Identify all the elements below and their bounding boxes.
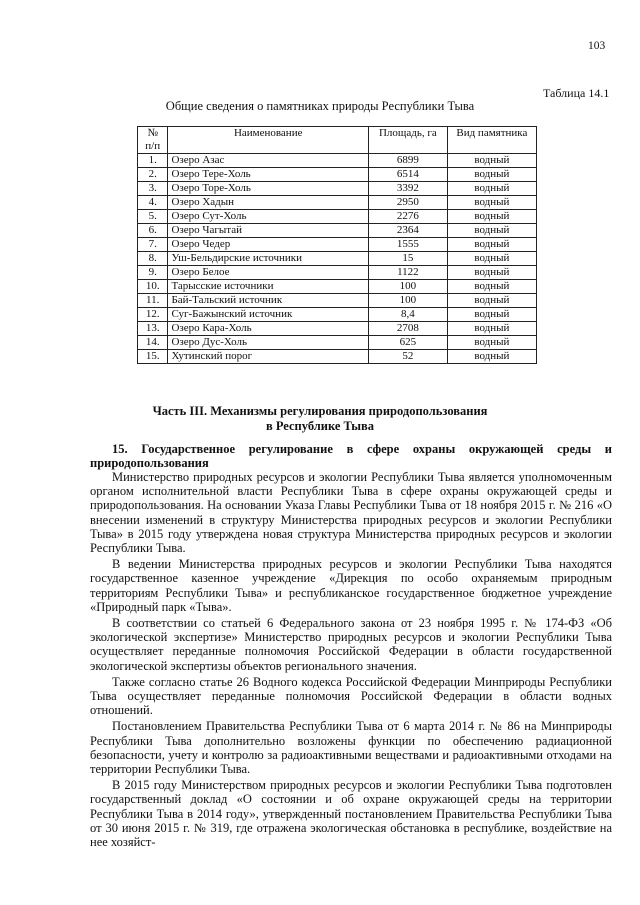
row-number: 2.	[138, 168, 168, 182]
row-area: 100	[368, 294, 447, 308]
row-type: водный	[447, 308, 536, 322]
table-row	[138, 154, 537, 168]
paragraph: В ведении Министерства природных ресурсов и экологии Республики Тыва находятся государственное казенное учреждение «Дирекция по особо охраняемым природным территориям Республики Тыва» и республиканское государственное бюджетное учреждение «Природный парк «Тыва».	[90, 557, 612, 614]
row-area: 3392	[368, 182, 447, 196]
row-name: Уш-Бельдирские источники	[168, 252, 369, 266]
row-type: водный	[447, 196, 536, 210]
paragraph: Также согласно статье 26 Водного кодекса Российской Федерации Минприроды Республики Тыва осуществляет переданные полномочия Российской Федерации в области водных отношений.	[90, 674, 612, 718]
row-number: 6.	[138, 224, 168, 238]
row-type: водный	[447, 294, 536, 308]
table-row	[138, 252, 537, 266]
row-number: 9.	[138, 266, 168, 280]
row-type: водный	[447, 154, 536, 168]
table-row	[138, 266, 537, 280]
row-area: 625	[368, 336, 447, 350]
row-area: 6899	[368, 154, 447, 168]
row-name: Озеро Дус-Холь	[168, 336, 369, 350]
row-type: водный	[447, 280, 536, 294]
row-type: водный	[447, 182, 536, 196]
row-number: 13.	[138, 322, 168, 336]
table-row	[138, 308, 537, 322]
table-row	[138, 280, 537, 294]
part-title	[0, 404, 640, 434]
header-number-line2: п/п	[145, 140, 161, 152]
row-name: Хутинский порог	[168, 350, 369, 364]
table-row	[138, 224, 537, 238]
row-number: 5.	[138, 210, 168, 224]
section-heading: 15. Государственное регулирование в сфере охраны окружающей среды и природопользования	[90, 442, 612, 470]
row-name: Озеро Торе-Холь	[168, 182, 369, 196]
row-area: 100	[368, 280, 447, 294]
table-row	[138, 168, 537, 182]
row-name: Озеро Кара-Холь	[168, 322, 369, 336]
header-number	[138, 127, 168, 154]
paragraph: Постановлением Правительства Республики Тыва от 6 марта 2014 г. № 86 на Минприроды Республики Тыва дополнительно возложены функции по обеспечению радиационной безопасности, учету и контролю за радиоактивными веществами и радиоактивными отходами на территории Республики Тыва.	[90, 719, 612, 777]
row-number: 12.	[138, 308, 168, 322]
header-number-line1: №	[147, 127, 158, 139]
header-name: Наименование	[168, 127, 369, 154]
row-number: 11.	[138, 294, 168, 308]
row-number: 4.	[138, 196, 168, 210]
row-area: 2708	[368, 322, 447, 336]
row-name: Озеро Чагытай	[168, 224, 369, 238]
row-number: 15.	[138, 350, 168, 364]
row-area: 1555	[368, 238, 447, 252]
part-title-line2: в Республике Тыва	[265, 419, 375, 433]
row-number: 1.	[138, 154, 168, 168]
row-name: Озеро Тере-Холь	[168, 168, 369, 182]
row-area: 6514	[368, 168, 447, 182]
row-name: Суг-Бажынский источник	[168, 308, 369, 322]
row-area: 15	[368, 252, 447, 266]
row-area: 8,4	[368, 308, 447, 322]
row-number: 3.	[138, 182, 168, 196]
row-name: Тарысские источники	[168, 280, 369, 294]
table-row	[138, 182, 537, 196]
row-type: водный	[447, 266, 536, 280]
row-number: 10.	[138, 280, 168, 294]
row-name: Озеро Сут-Холь	[168, 210, 369, 224]
row-type: водный	[447, 336, 536, 350]
row-type: водный	[447, 224, 536, 238]
row-number: 8.	[138, 252, 168, 266]
row-area: 1122	[368, 266, 447, 280]
row-area: 2276	[368, 210, 447, 224]
row-type: водный	[447, 322, 536, 336]
table-row	[138, 336, 537, 350]
row-area: 2950	[368, 196, 447, 210]
page-number: 103	[588, 40, 606, 52]
row-type: водный	[447, 210, 536, 224]
table-body	[138, 154, 537, 364]
table-label: Таблица 14.1	[543, 86, 610, 100]
row-name: Бай-Тальский источник	[168, 294, 369, 308]
table-title: Общие сведения о памятниках природы Республики Тыва	[165, 99, 475, 113]
body-text	[90, 470, 612, 851]
table-row	[138, 322, 537, 336]
table-row	[138, 196, 537, 210]
row-area: 52	[368, 350, 447, 364]
monuments-table	[137, 126, 537, 364]
row-name: Озеро Хадын	[168, 196, 369, 210]
paragraph: В 2015 году Министерством природных ресурсов и экологии Республики Тыва подготовлен государственный доклад «О состоянии и об охране окружающей среды на территории Республики Тыва в 2014 году», утвержденный постановлением Правительства Республики Тыва от 30 июня 2015 г. № 319, где отражена экологическая обстановка в республике, воздействие на нее хозяйст-	[90, 778, 612, 850]
row-name: Озеро Чедер	[168, 238, 369, 252]
table-row	[138, 238, 537, 252]
row-type: водный	[447, 168, 536, 182]
table-row	[138, 294, 537, 308]
header-type: Вид памятника	[447, 127, 536, 154]
row-name: Озеро Азас	[168, 154, 369, 168]
part-title-line1: Часть III. Механизмы регулирования природопользования	[152, 404, 488, 418]
paragraph: Министерство природных ресурсов и экологии Республики Тыва является уполномоченным органом исполнительной власти Республики Тыва в сфере охраны окружающей среды и природопользования. На основании Указа Главы Республики Тыва от 18 ноября 2015 г. № 216 «О внесении изменений в структуру Министерства природных ресурсов и экологии Республики Тыва» в 2015 году утверждена новая структура Министерства природных ресурсов и экологии Республики Тыва.	[90, 470, 612, 556]
row-area: 2364	[368, 224, 447, 238]
table-row	[138, 350, 537, 364]
row-type: водный	[447, 252, 536, 266]
row-type: водный	[447, 350, 536, 364]
paragraph: В соответствии со статьей 6 Федерального закона от 23 ноября 1995 г. № 174-ФЗ «Об экологической экспертизе» Министерство природных ресурсов и экологии Республики Тыва осуществляет переданные полномочия Российской Федерации в области государственной экологической экспертизы объектов регионального значения.	[90, 616, 612, 673]
row-number: 14.	[138, 336, 168, 350]
row-number: 7.	[138, 238, 168, 252]
row-type: водный	[447, 238, 536, 252]
row-name: Озеро Белое	[168, 266, 369, 280]
table-row	[138, 210, 537, 224]
table-header-row	[138, 127, 537, 154]
header-area: Площадь, га	[368, 127, 447, 154]
